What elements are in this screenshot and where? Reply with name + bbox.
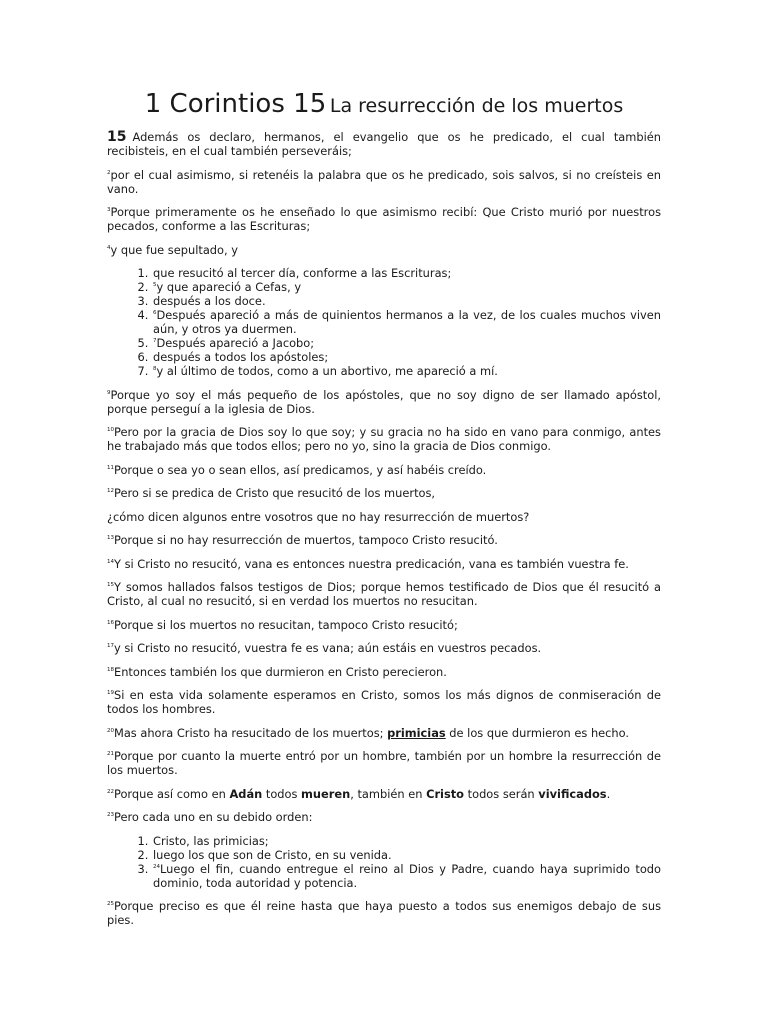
title-subtitle: La resurrección de los muertos [329,95,624,117]
verse-17: $^{17}$y si Cristo no resucitó, vuestra fe es vana; aún estáis en vuestros pecados. [107,641,542,655]
verse-2: $^2$por el cual asimismo, si retenéis la palabra que os he predicado, sois salvos, si no creísteis en vano. [107,167,661,196]
list-item: 1. Cristo, las primicias; [152,834,661,848]
list-item: 3. $^{24}$Luego el fin, cuando entregue el reino al Dios y Padre, cuando haya suprimido todo dominio, toda autoridad y potencia. [152,862,661,890]
verse-1: 15 Además os declaro, hermanos, el evangelio que os he predicado, el cual también recibisteis, en el cual también perseveráis; [107,129,661,158]
list-item: 2. luego los que son de Cristo, en su venida. [152,848,661,862]
verse-12: $^{12}$Pero si se predica de Cristo que resucitó de los muertos, [107,486,436,500]
list-item: 5. $^7$Después apareció a Jacobo; [152,336,661,350]
verse-23: $^{23}$Pero cada uno en su debido orden: [107,810,313,824]
verse-22: $^{22}$Porque así como en Adán todos mueren, también en Cristo todos serán vivificados. [107,786,611,801]
list-item: 3. después a los doce. [152,294,661,308]
list-item: 4. $^6$Después apareció a más de quinientos hermanos a la vez, de los cuales muchos viven aún, y otros ya duermen. [152,308,661,336]
verse-18: $^{18}$Entonces también los que durmieron en Cristo perecieron. [107,664,447,679]
numbered-list-2 [107,834,661,890]
verse-14: $^{14}$Y si Cristo no resucitó, vana es entonces nuestra predicación, vana es también vuestra fe. [107,556,629,571]
list-item: 6. después a todos los apóstoles; [152,350,661,364]
verse-10: $^{10}$Pero por la gracia de Dios soy lo que soy; y su gracia no ha sido en vano para conmigo, antes he trabajado más que todos ellos; pero no yo, sino la gracia de Dios conmigo. [107,425,661,453]
verse-20: $^{20}$Mas ahora Cristo ha resucitado de los muertos; primicias de los que durmieron es hecho. [107,725,630,740]
verse-3: $^3$Porque primeramente os he enseñado lo que asimismo recibí: Que Cristo murió por nuestros pecados, conforme a las Escrituras; [107,205,661,233]
verse-4: $^4$y que fue sepultado, y [107,242,238,257]
list-item: 1. que resucitó al tercer día, conforme a las Escrituras; [152,266,661,280]
page-title [107,86,661,126]
chapter-number: 15 [107,129,127,145]
verse-9: $^9$Porque yo soy el más pequeño de los apóstoles, que no soy digno de ser llamado apóstol, porque perseguí a la iglesia de Dios. [107,387,661,416]
title-main: 1 Corintios 15 [144,89,327,119]
numbered-list-1 [107,266,661,378]
list-item: 2. $^5$y que apareció a Cefas, y [152,280,661,294]
verse-25: $^{25}$Porque preciso es que él reine hasta que haya puesto a todos sus enemigos debajo de sus pies. [107,899,661,927]
verse-11: $^{11}$Porque o sea yo o sean ellos, así predicamos, y así habéis creído. [107,462,487,477]
verse-12-question: ¿cómo dicen algunos entre vosotros que no hay resurrección de muertos? [107,509,530,524]
verse-13: $^{13}$Porque si no hay resurrección de muertos, tampoco Cristo resucitó. [107,533,498,547]
verse-21: $^{21}$Porque por cuanto la muerte entró por un hombre, también por un hombre la resurrección de los muertos. [107,749,661,777]
verse-16: $^{16}$Porque si los muertos no resucitan, tampoco Cristo resucitó; [107,617,458,632]
verse-19: $^{19}$Si en esta vida solamente esperamos en Cristo, somos los más dignos de conmiseración de todos los hombres. [107,688,661,716]
primicias-link[interactable]: primicias [387,725,446,740]
list-item: 7. $^8$y al último de todos, como a un abortivo, me apareció a mí. [152,364,661,378]
document-page [107,86,661,937]
verse-15: $^{15}$Y somos hallados falsos testigos de Dios; porque hemos testificado de Dios que él resucitó a Cristo, al cual no resucitó, si en verdad los muertos no resucitan. [107,580,661,608]
